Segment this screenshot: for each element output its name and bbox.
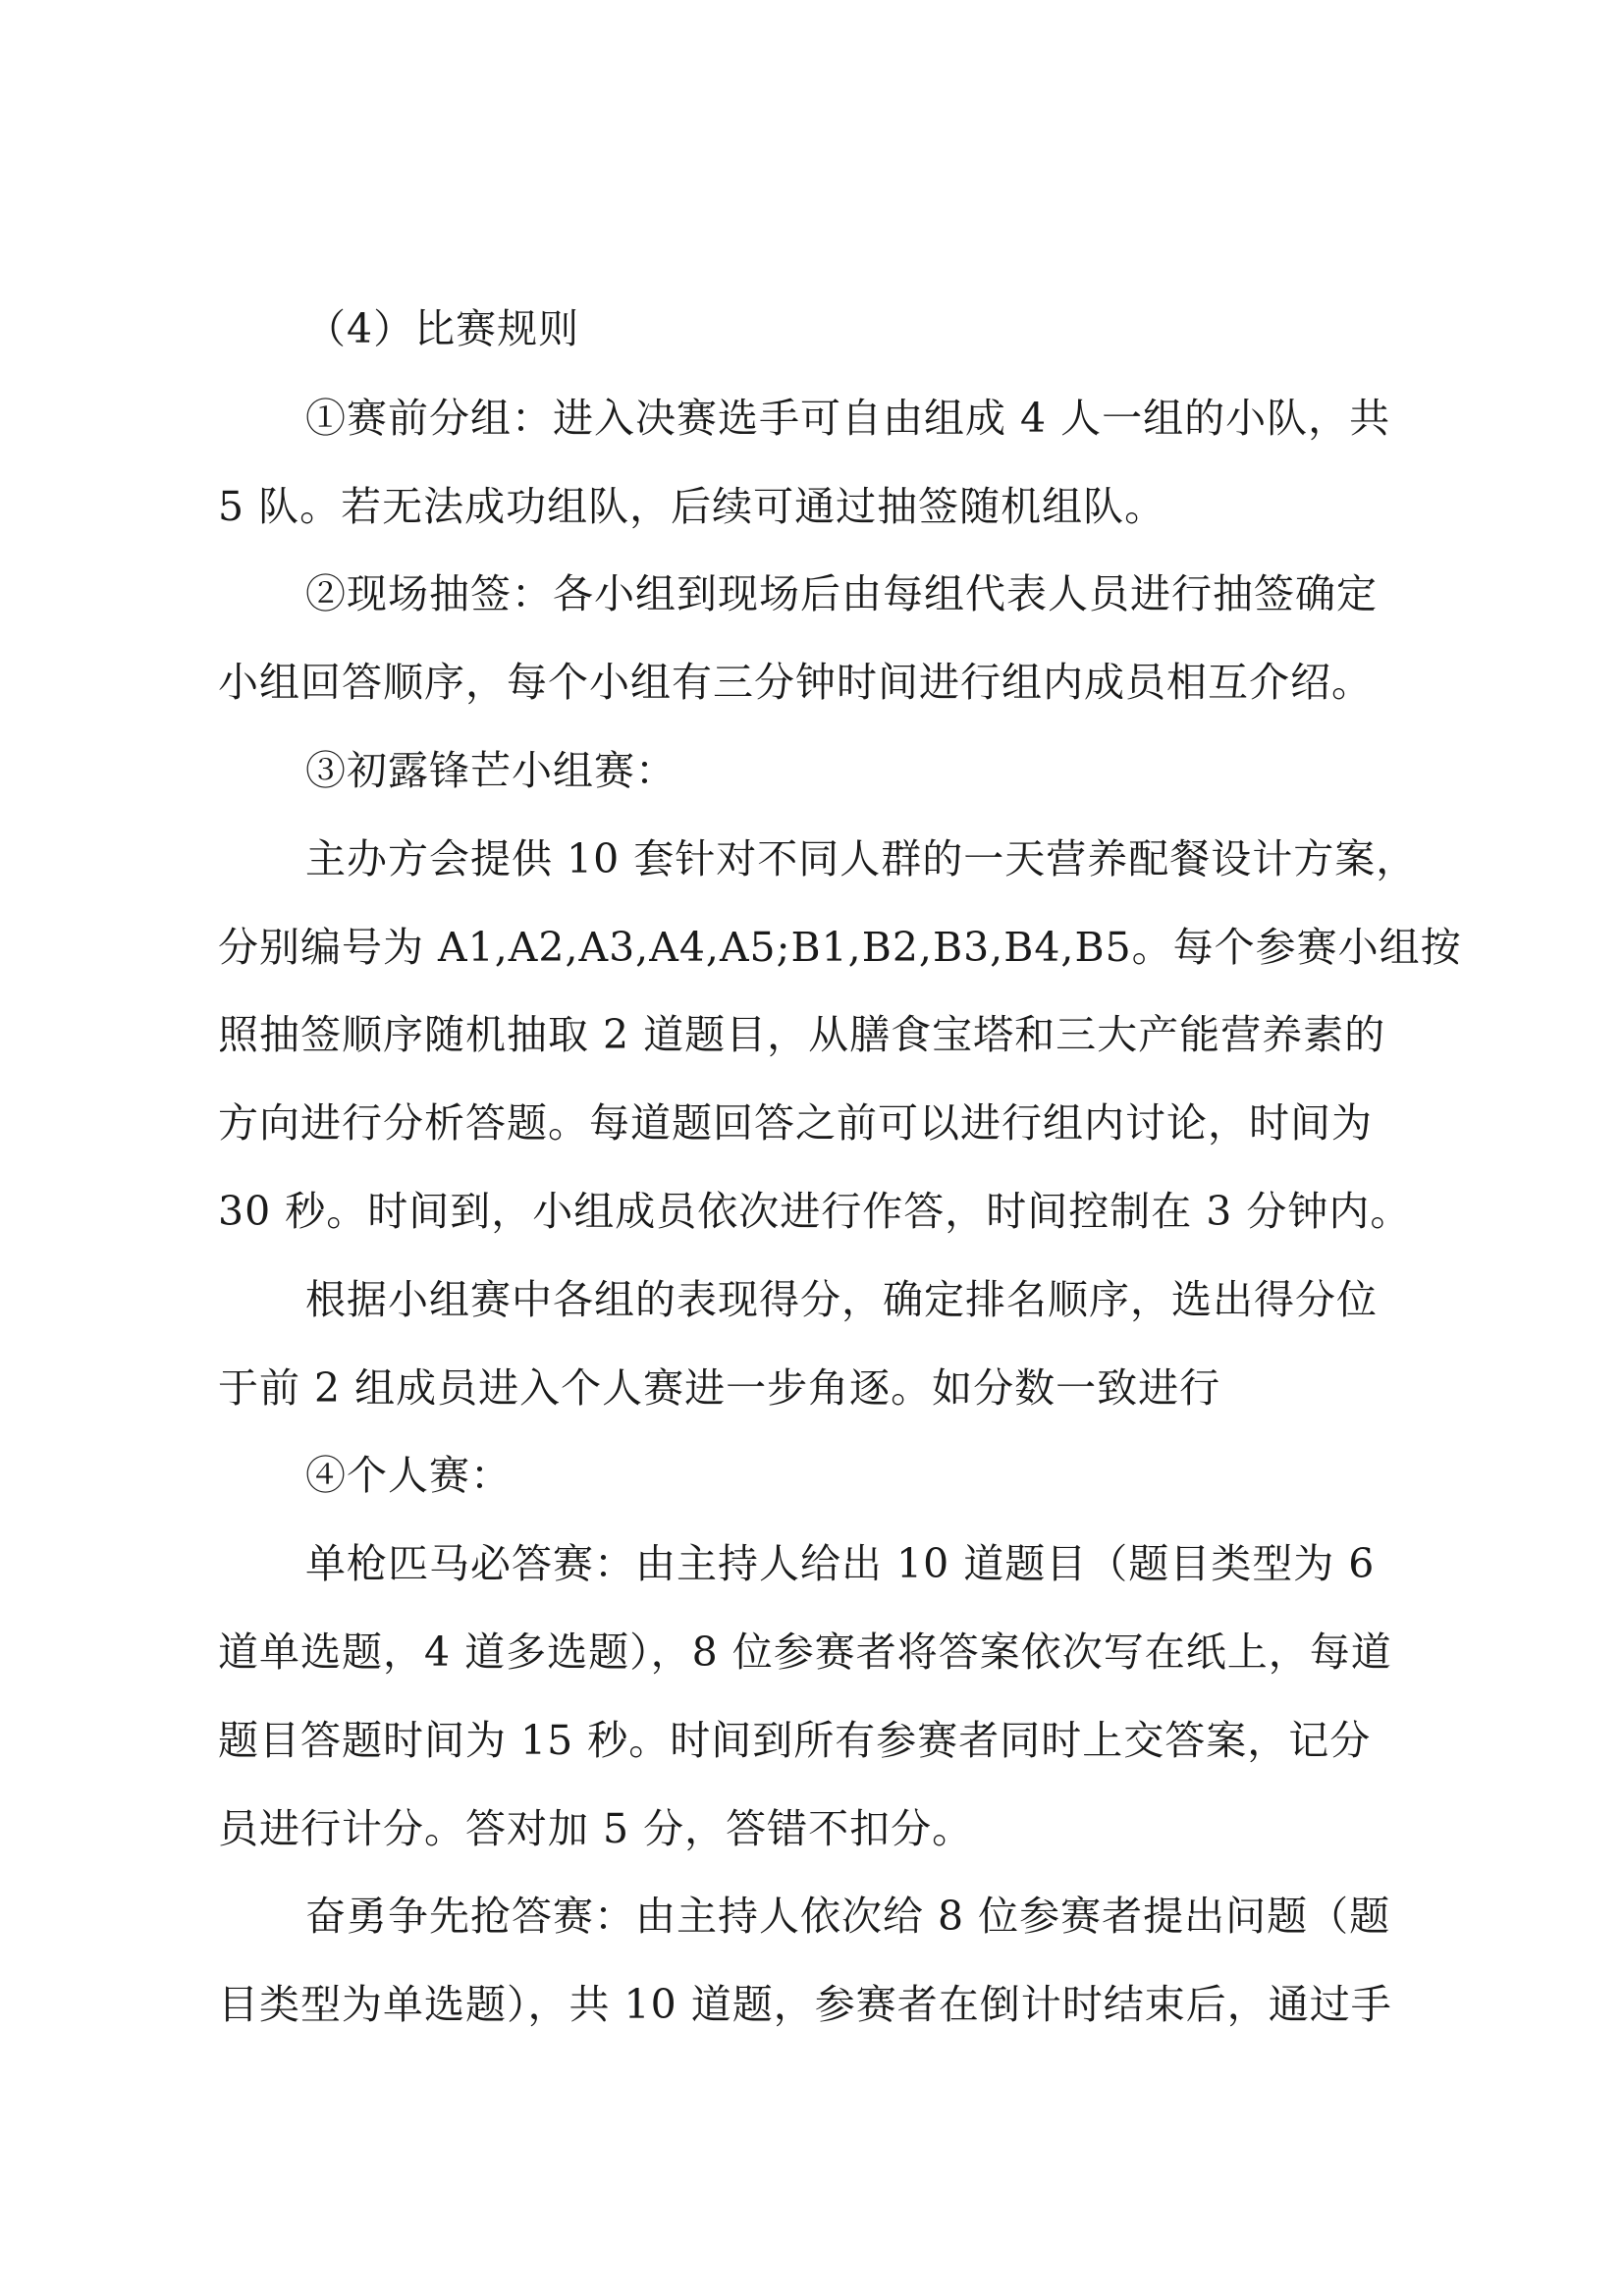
paragraph-line: 道单选题，4 道多选题），8 位参赛者将答案依次写在纸上，每道	[218, 1629, 1392, 1676]
paragraph-line: 于前 2 组成员进入个人赛进一步角逐。如分数一致进行	[218, 1364, 1221, 1412]
paragraph-line: 根据小组赛中各组的表现得分，确定排名顺序，选出得分位	[305, 1276, 1378, 1323]
paragraph-line: 奋勇争先抢答赛：由主持人依次给 8 位参赛者提出问题（题	[305, 1893, 1391, 1940]
paragraph-line: 小组回答顺序，每个小组有三分钟时间进行组内成员相互介绍。	[218, 659, 1373, 706]
paragraph-line: ③初露锋芒小组赛：	[305, 747, 677, 794]
paragraph-line: ④个人赛：	[305, 1452, 512, 1499]
paragraph-line: 照抽签顺序随机抽取 2 道题目，从膳食宝塔和三大产能营养素的	[218, 1011, 1386, 1058]
paragraph-line: 目类型为单选题），共 10 道题，参赛者在倒计时结束后，通过手	[218, 1981, 1392, 2028]
paragraph-line: 方向进行分析答题。每道题回答之前可以进行组内讨论，时间为	[218, 1099, 1373, 1147]
paragraph-line: ①赛前分组：进入决赛选手可自由组成 4 人一组的小队，共	[305, 395, 1391, 442]
paragraph-line: 题目答题时间为 15 秒。时间到所有参赛者同时上交答案，记分	[218, 1717, 1372, 1764]
paragraph-line: 5 队。若无法成功组队，后续可通过抽签随机组队。	[218, 483, 1166, 530]
paragraph-line: 单枪匹马必答赛：由主持人给出 10 道题目（题目类型为 6	[305, 1540, 1376, 1587]
section-heading: （4）比赛规则	[305, 305, 580, 352]
paragraph-line: ②现场抽签：各小组到现场后由每组代表人员进行抽签确定	[305, 570, 1378, 617]
paragraph-line: 主办方会提供 10 套针对不同人群的一天营养配餐设计方案，	[305, 835, 1418, 882]
paragraph-line: 30 秒。时间到，小组成员依次进行作答，时间控制在 3 分钟内。	[218, 1188, 1412, 1235]
paragraph-line: 分别编号为 A1,A2,A3,A4,A5;B1,B2,B3,B4,B5。每个参赛小组按	[218, 924, 1462, 971]
paragraph-line: 员进行计分。答对加 5 分，答错不扣分。	[218, 1805, 974, 1852]
